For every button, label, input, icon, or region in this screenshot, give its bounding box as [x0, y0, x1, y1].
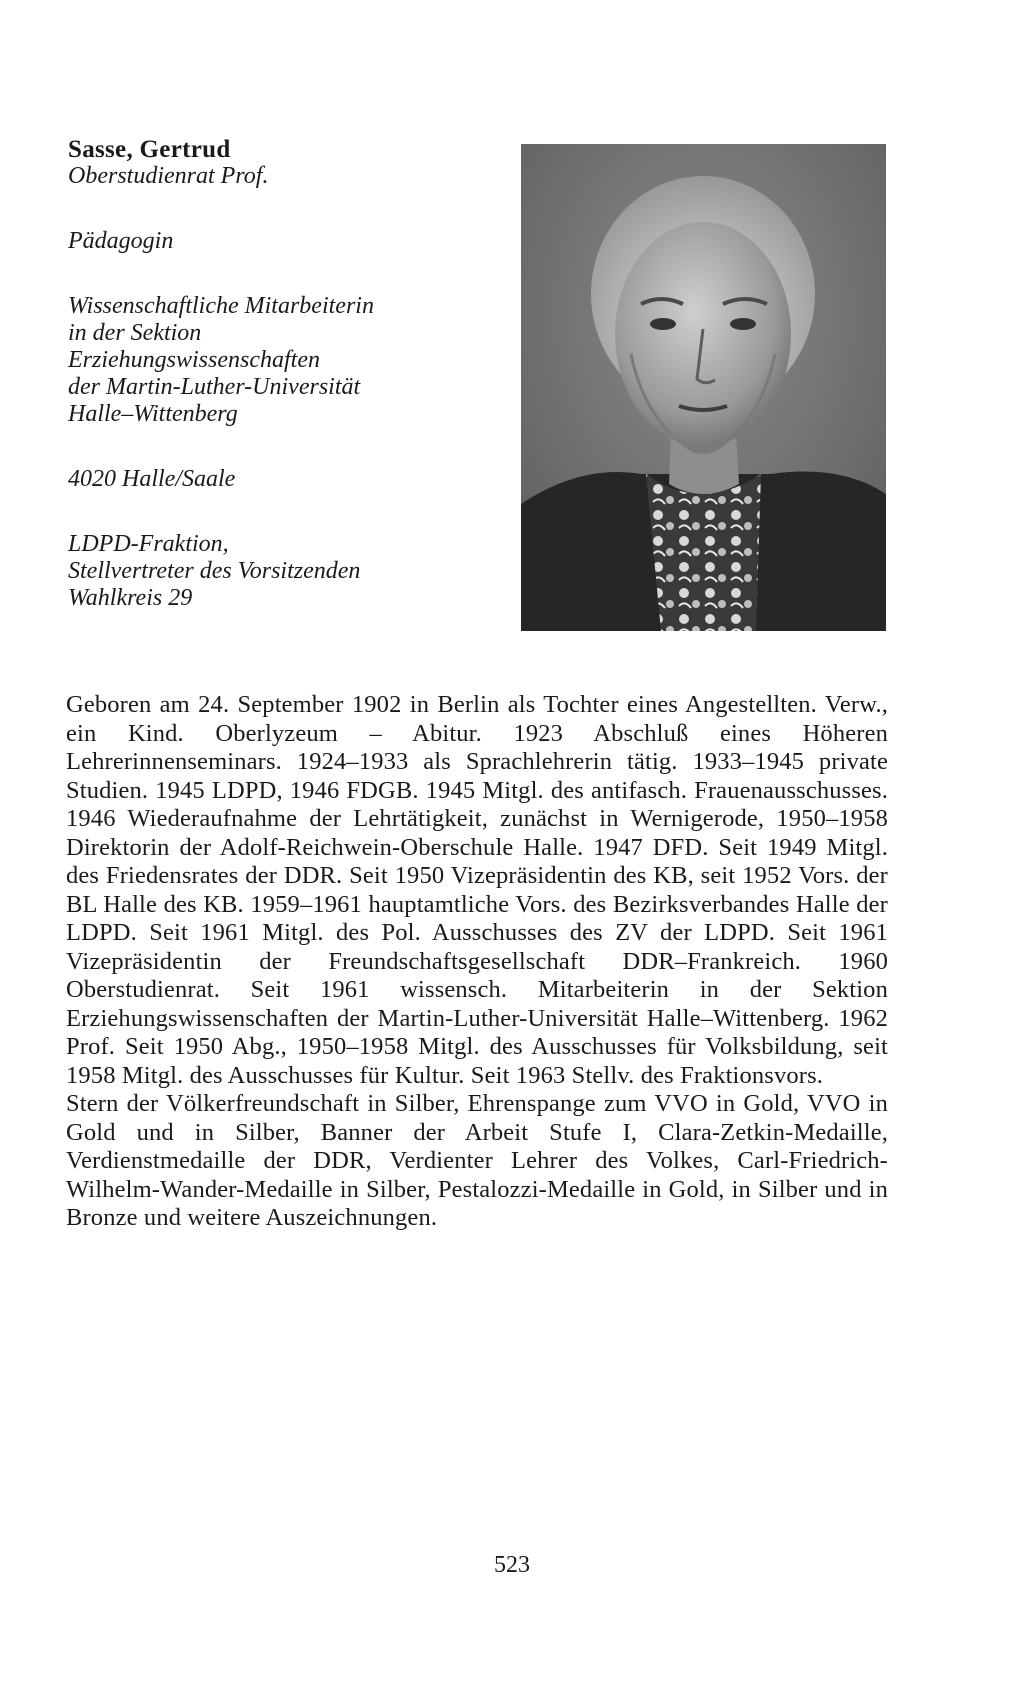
page-number: 523: [494, 1552, 530, 1578]
position-line: Wissenschaftliche Mitarbeiterin: [68, 293, 374, 319]
person-profession: Pädagogin: [68, 228, 174, 254]
person-address: 4020 Halle/Saale: [68, 466, 236, 492]
person-name: Sasse, Gertrud: [68, 136, 231, 163]
faction-line: Stellvertreter des Vorsitzenden: [68, 558, 361, 584]
position-line: in der Sektion: [68, 320, 202, 346]
person-title: Oberstudienrat Prof.: [68, 163, 269, 189]
awards-paragraph: Stern der Völkerfreundschaft in Silber, Ehrenspange zum VVO in Gold, VVO in Gold und in Silber, Banner der Arbeit Stufe I, Clara-Zetkin-Medaille, Verdienstmedaille der DDR, Verdienter Lehrer des Volkes, Carl-Friedrich-Wilhelm-Wander-Medaille in Silber, Pestalozzi-Medaille in Gold, in Silber und in Bronze und weitere Auszeichnungen.: [66, 1090, 888, 1231]
biography-text: [66, 691, 888, 1233]
position-line: Erziehungswissenschaften: [68, 347, 320, 373]
faction-line: LDPD-Fraktion,: [68, 531, 229, 557]
portrait-photo: [521, 144, 886, 631]
position-line: Halle–Wittenberg: [68, 401, 238, 427]
faction-line: Wahlkreis 29: [68, 585, 193, 611]
entry-header: [68, 136, 508, 612]
position-line: der Martin-Luther-Universität: [68, 374, 361, 400]
biography-paragraph: Geboren am 24. September 1902 in Berlin als Tochter eines Angestellten. Verw., ein Kind. Oberlyzeum – Abitur. 1923 Abschluß eines Höheren Lehrerinnenseminars. 1924–1933 als Sprachlehrerin tätig. 1933–1945 private Studien. 1945 LDPD, 1946 FDGB. 1945 Mitgl. des antifasch. Frauenausschusses. 1946 Wiederaufnahme der Lehrtätigkeit, zunächst in Wernigerode, 1950–1958 Direktorin der Adolf-Reichwein-Oberschule Halle. 1947 DFD. Seit 1949 Mitgl. des Friedensrates der DDR. Seit 1950 Vizepräsidentin des KB, seit 1952 Vors. der BL Halle des KB. 1959–1961 hauptamtliche Vors. des Bezirksverbandes Halle der LDPD. Seit 1961 Mitgl. des Pol. Ausschusses des ZV der LDPD. Seit 1961 Vizepräsidentin der Freundschaftsgesellschaft DDR–Frankreich. 1960 Oberstudienrat. Seit 1961 wissensch. Mitarbeiterin in der Sektion Erziehungswissenschaften der Martin-Luther-Universität Halle–Wittenberg. 1962 Prof. Seit 1950 Abg., 1950–1958 Mitgl. des Ausschusses für Volksbildung, seit 1958 Mitgl. des Ausschusses für Kultur. Seit 1963 Stellv. des Fraktionsvors.: [66, 691, 888, 1089]
